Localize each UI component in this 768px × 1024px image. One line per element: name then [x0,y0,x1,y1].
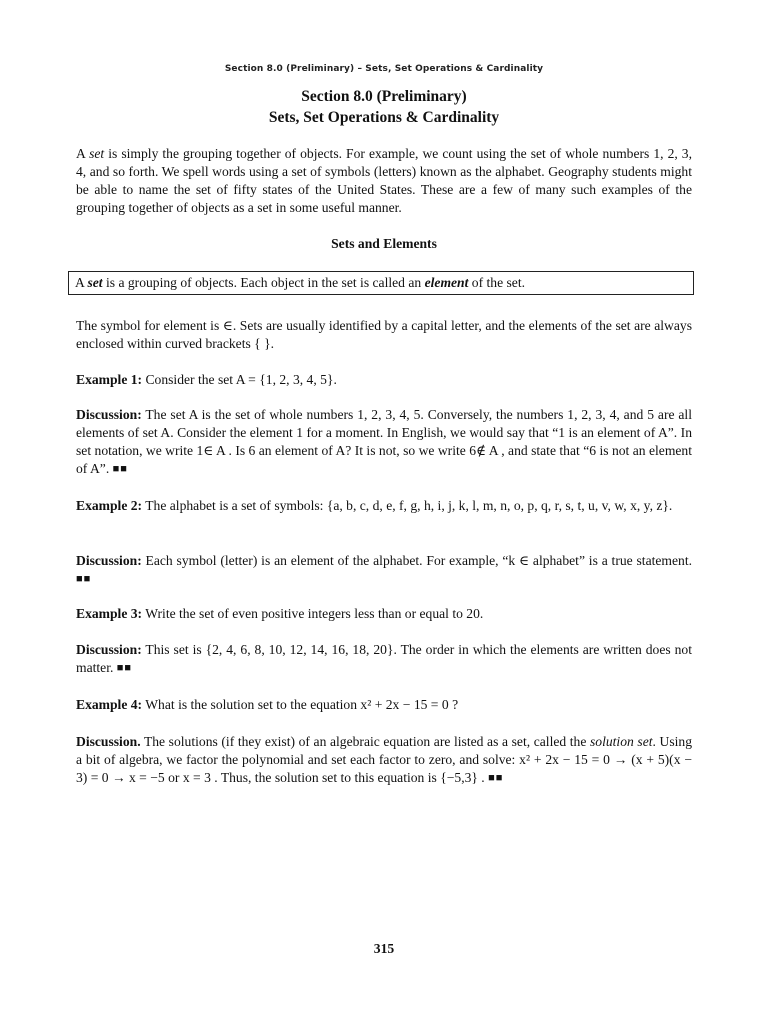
element-symbol-paragraph: The symbol for element is ∈. Sets are usually identified by a capital letter, and the elements of the set are always enclosed within curved brackets { }. [76,318,692,351]
discussion-4-label: Discussion. [76,734,141,749]
example-3-label: Example 3: [76,606,143,621]
discussion-4: Discussion. The solutions (if they exist) of an algebraic equation are listed as a set, called the solution set. Using a bit of algebra, we factor the polynomial and set each factor to zero, and solve: x² + 2x − 15 = 0 → (x + 5)(x − 3) = 0 → x = −5 or x = 3 . Thus, the solution set to this equation is {−5,3} . ■■ [76,734,692,785]
end-of-proof-marker: ■■ [76,573,92,585]
definition-box: A set is a grouping of objects. Each object in the set is called an element of the set. [68,271,694,295]
example-4: Example 4: What is the solution set to the equation x² + 2x − 15 = 0 ? [76,697,459,712]
example-4-label: Example 4: [76,697,143,712]
discussion-2: Discussion: Each symbol (letter) is an element of the alphabet. For example, “k ∈ alphabet” is a true statement. ■■ [76,553,692,585]
page-number: 315 [373,941,395,956]
discussion-3: Discussion: This set is {2, 4, 6, 8, 10, 12, 14, 16, 18, 20}. The order in which the elements are written does not matter. ■■ [76,642,692,675]
intro-set-term: set [89,146,105,161]
intro-paragraph: A set is simply the grouping together of objects. For example, we count using the set of whole numbers 1, 2, 3, 4, and so forth. We spell words using a set of symbols (letters) known as the alphabet. Geography students might be able to name the set of fifty states of the United States. These are a few of many such examples of the grouping together of objects as a set in some useful manner. [76,146,692,215]
discussion-3-label: Discussion: [76,642,142,657]
end-of-proof-marker: ■■ [112,463,128,475]
section-title: Section 8.0 (Preliminary) [301,88,467,105]
end-of-proof-marker: ■■ [116,662,133,674]
section-subtitle: Sets, Set Operations & Cardinality [268,109,500,126]
discussion-1-label: Discussion: [76,407,142,422]
discussion-2-label: Discussion: [76,553,142,568]
running-header: Section 8.0 (Preliminary) – Sets, Set Operations & Cardinality [224,64,544,74]
end-of-proof-marker: ■■ [488,772,504,784]
discussion-1: Discussion: The set A is the set of whole numbers 1, 2, 3, 4, 5. Conversely, the numbers 1, 2, 3, 4, and 5 are all elements of set A. Consider the element 1 for a moment. In English, we would say that “1 is an element of A”. In set notation, we write 1∈ A . Is 6 an element of A? It is not, so we write 6∉ A , and state that “6 is not an element of A”. ■■ [76,407,692,476]
definition-set-term: set [87,275,103,290]
solution-set-term: solution set [590,734,653,749]
section-heading-sets-elements: Sets and Elements [331,236,437,251]
example-2: Example 2: The alphabet is a set of symbols: {a, b, c, d, e, f, g, h, i, j, k, l, m, n, o, p, q, r, s, t, u, v, w, x, y, z}. [76,498,673,513]
definition-element-term: element [424,275,469,290]
example-1: Example 1: Consider the set A = {1, 2, 3, 4, 5}. [76,372,337,387]
example-1-label: Example 1: [76,372,143,387]
example-3: Example 3: Write the set of even positive integers less than or equal to 20. [76,606,484,621]
example-2-label: Example 2: [76,498,143,513]
